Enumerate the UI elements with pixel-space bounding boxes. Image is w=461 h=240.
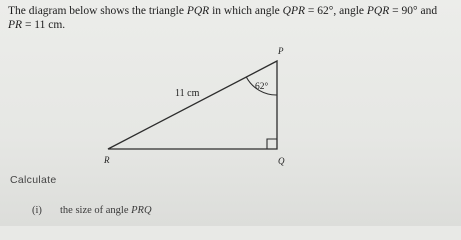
part-i [32, 205, 152, 216]
question-text-part: = 11 cm. [22, 19, 66, 31]
question-text-part: in which angle [209, 5, 283, 17]
part-number: (i) [32, 205, 42, 216]
vertex-label-r: R [104, 155, 110, 165]
question-text-part: = 90° and [389, 5, 438, 17]
calculate-heading: Calculate [10, 174, 57, 186]
part-angle-name: PRQ [131, 205, 152, 216]
triangle-pqr [108, 61, 277, 149]
question-text-part: The diagram below shows the triangle [8, 5, 187, 17]
angle-qpr-name: QPR [282, 5, 306, 17]
triangle-name: PQR [186, 5, 210, 17]
vertex-label-p: P [278, 46, 284, 56]
part-text: the size of angle [60, 205, 132, 216]
side-length-label: 11 cm [175, 88, 200, 99]
question-text-part: = 62°, angle [305, 5, 367, 17]
angle-label: 62° [255, 82, 269, 92]
right-angle-marker [267, 139, 277, 149]
side-pr-name: PR [8, 19, 23, 31]
angle-pqr-name: PQR [366, 5, 390, 17]
vertex-label-q: Q [278, 156, 285, 166]
